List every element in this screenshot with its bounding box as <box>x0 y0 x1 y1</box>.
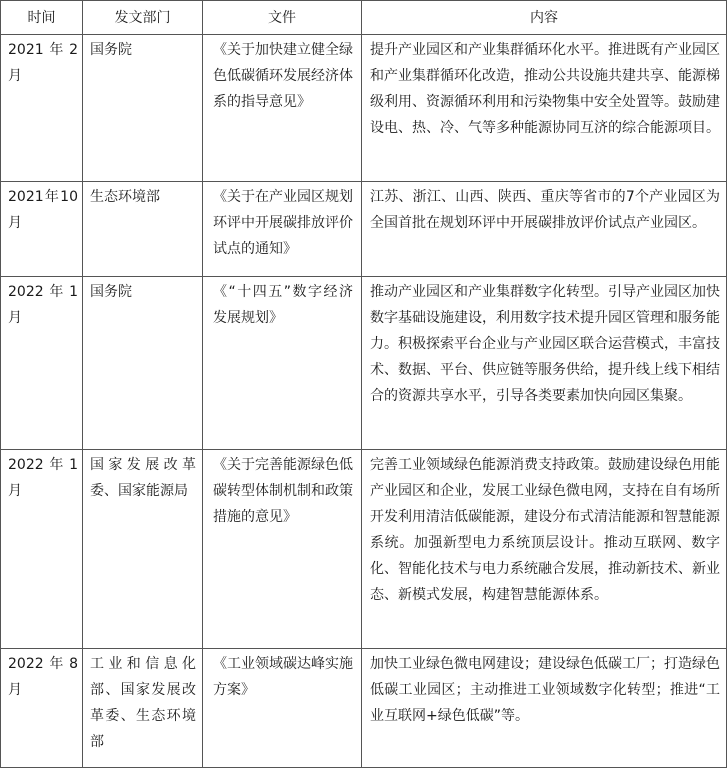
table-header-row <box>1 1 727 35</box>
cell-time: 2021年10月 <box>1 182 83 277</box>
header-dept: 发文部门 <box>83 1 203 35</box>
cell-dept: 国务院 <box>83 35 203 182</box>
table-row <box>1 35 727 182</box>
header-content: 内容 <box>362 1 727 35</box>
table-row <box>1 450 727 649</box>
header-doc: 文件 <box>203 1 362 35</box>
cell-doc: 《关于在产业园区规划环评中开展碳排放评价试点的通知》 <box>203 182 362 277</box>
cell-dept: 国务院 <box>83 277 203 450</box>
cell-time: 2022年1月 <box>1 277 83 450</box>
cell-doc: 《工业领域碳达峰实施方案》 <box>203 649 362 768</box>
cell-doc: 《关于完善能源绿色低碳转型体制机制和政策措施的意见》 <box>203 450 362 649</box>
cell-doc: 《“十四五”数字经济发展规划》 <box>203 277 362 450</box>
cell-dept: 生态环境部 <box>83 182 203 277</box>
cell-dept: 国家发展改革委、国家能源局 <box>83 450 203 649</box>
cell-doc: 《关于加快建立健全绿色低碳循环发展经济体系的指导意见》 <box>203 35 362 182</box>
table-row <box>1 182 727 277</box>
cell-content: 完善工业领域绿色能源消费支持政策。鼓励建设绿色用能产业园区和企业，发展工业绿色微电网，支持在自有场所开发利用清洁低碳能源，建设分布式清洁能源和智慧能源系统。加强新型电力系统顶层设计。推动互联网、数字化、智能化技术与电力系统融合发展，推动新技术、新业态、新模式发展，构建智慧能源体系。 <box>362 450 727 649</box>
cell-time: 2022年1月 <box>1 450 83 649</box>
cell-time: 2022年8月 <box>1 649 83 768</box>
cell-content: 提升产业园区和产业集群循环化水平。推进既有产业园区和产业集群循环化改造，推动公共设施共建共享、能源梯级利用、资源循环利用和污染物集中安全处置等。鼓励建设电、热、冷、气等多种能源协同互济的综合能源项目。 <box>362 35 727 182</box>
table-row <box>1 649 727 768</box>
cell-dept: 工业和信息化部、国家发展改革委、生态环境部 <box>83 649 203 768</box>
cell-content: 推动产业园区和产业集群数字化转型。引导产业园区加快数字基础设施建设，利用数字技术提升园区管理和服务能力。积极探索平台企业与产业园区联合运营模式，丰富技术、数据、平台、供应链等服务供给，提升线上线下相结合的资源共享水平，引导各类要素加快向园区集聚。 <box>362 277 727 450</box>
cell-content: 加快工业绿色微电网建设；建设绿色低碳工厂；打造绿色低碳工业园区；主动推进工业领域数字化转型；推进“工业互联网+绿色低碳”等。 <box>362 649 727 768</box>
table-row <box>1 277 727 450</box>
cell-time: 2021年2月 <box>1 35 83 182</box>
header-time: 时间 <box>1 1 83 35</box>
cell-content: 江苏、浙江、山西、陕西、重庆等省市的7个产业园区为全国首批在规划环评中开展碳排放评价试点产业园区。 <box>362 182 727 277</box>
